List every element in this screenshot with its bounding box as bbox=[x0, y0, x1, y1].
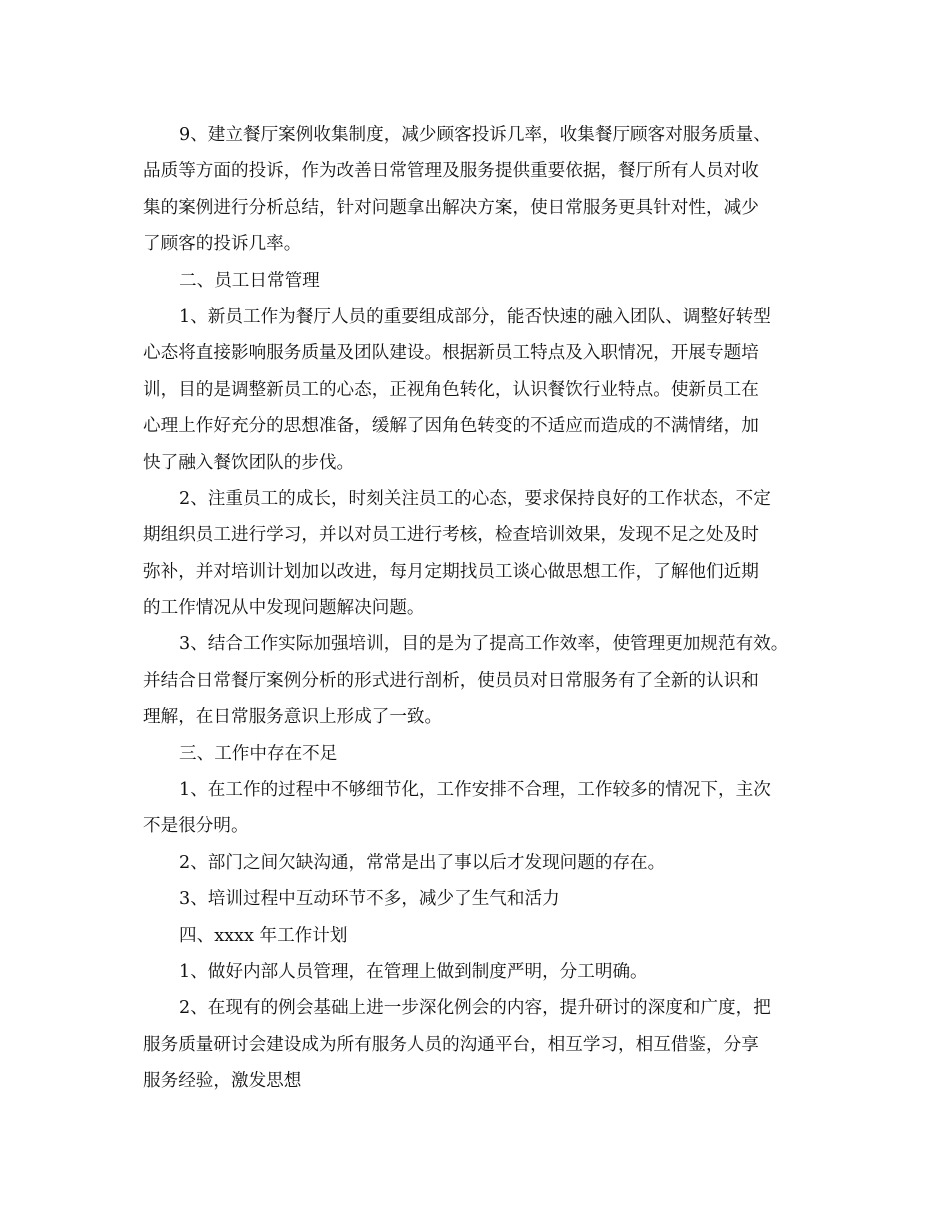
text-line: 二、员工日常管理 bbox=[179, 270, 320, 291]
text-line: 品质等方面的投诉，作为改善日常管理及服务提供重要依据，餐厅所有人员对收 bbox=[143, 161, 759, 182]
text-line: 了顾客的投诉几率。 bbox=[143, 234, 302, 255]
text-line: 服务质量研讨会建设成为所有服务人员的沟通平台，相互学习，相互借鉴，分享 bbox=[143, 1034, 759, 1055]
text-line: 并结合日常餐厅案例分析的形式进行剖析，使员员对日常服务有了全新的认识和 bbox=[143, 670, 759, 691]
text-line: 四、xxxx 年工作计划 bbox=[179, 925, 348, 946]
text-line: 9、建立餐厅案例收集制度，减少顾客投诉几率，收集餐厅顾客对服务质量、 bbox=[179, 125, 771, 145]
text-line: 2、部门之间欠缺沟通，常常是出了事以后才发现问题的存在。 bbox=[179, 852, 666, 873]
text-line: 不是很分明。 bbox=[143, 816, 249, 837]
text-line: 1、在工作的过程中不够细节化，工作安排不合理，工作较多的情况下，主次 bbox=[179, 780, 771, 801]
text-line: 服务经验，激发思想 bbox=[143, 1071, 302, 1092]
text-line: 期组织员工进行学习，并以对员工进行考核，检查培训效果，发现不足之处及时 bbox=[143, 525, 759, 546]
text-line: 1、做好内部人员管理，在管理上做到制度严明，分工明确。 bbox=[179, 961, 648, 982]
text-line: 心态将直接影响服务质量及团队建设。根据新员工特点及入职情况，开展专题培 bbox=[143, 343, 759, 364]
text-line: 训，目的是调整新员工的心态，正视角色转化，认识餐饮行业特点。使新员工在 bbox=[143, 379, 759, 400]
text-line: 2、注重员工的成长，时刻关注员工的心态，要求保持良好的工作状态，不定 bbox=[179, 488, 771, 509]
text-line: 弥补，并对培训计划加以改进，每月定期找员工谈心做思想工作，了解他们近期 bbox=[143, 561, 759, 582]
text-line: 2、在现有的例会基础上进一步深化例会的内容，提升研讨的深度和广度，把 bbox=[179, 998, 771, 1019]
text-line: 1、新员工作为餐厅人员的重要组成部分，能否快速的融入团队、调整好转型 bbox=[179, 306, 771, 327]
text-line: 的工作情况从中发现问题解决问题。 bbox=[143, 598, 425, 619]
text-line: 理解，在日常服务意识上形成了一致。 bbox=[143, 707, 443, 728]
text-line: 集的案例进行分析总结，针对问题拿出解决方案，使日常服务更具针对性，减少 bbox=[143, 197, 759, 218]
text-line: 心理上作好充分的思想准备，缓解了因角色转变的不适应而造成的不满情绪，加 bbox=[143, 416, 759, 437]
text-line: 3、培训过程中互动环节不多，减少了生气和活力 bbox=[179, 889, 560, 910]
text-line: 三、工作中存在不足 bbox=[179, 743, 338, 764]
text-line: 快了融入餐饮团队的步伐。 bbox=[143, 452, 355, 473]
document-body bbox=[143, 117, 815, 1100]
text-line: 3、结合工作实际加强培训，目的是为了提高工作效率，使管理更加规范有效。 bbox=[179, 634, 789, 655]
